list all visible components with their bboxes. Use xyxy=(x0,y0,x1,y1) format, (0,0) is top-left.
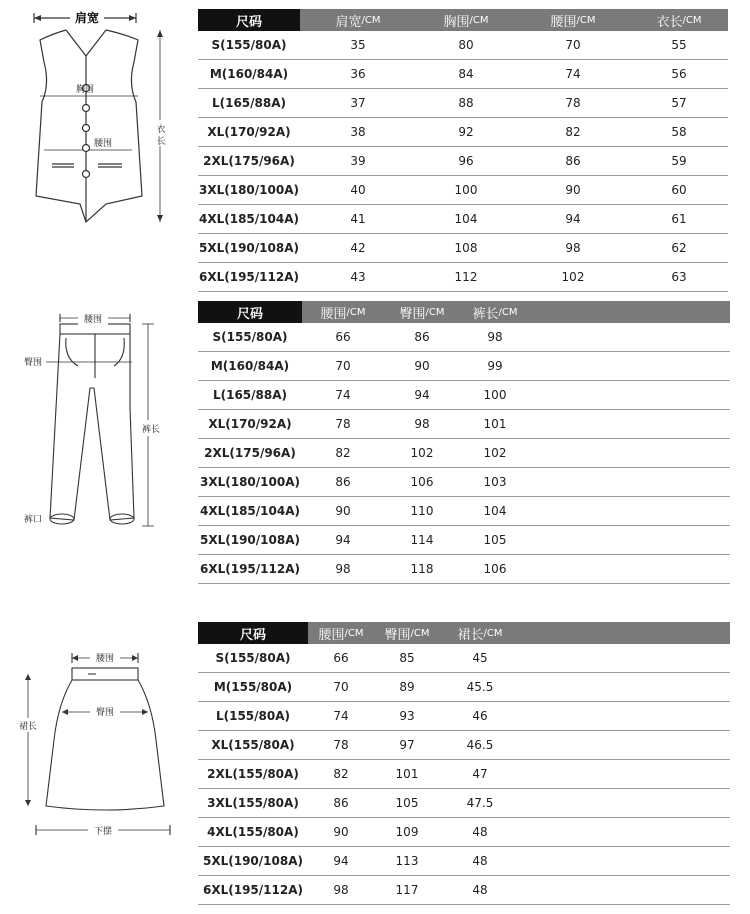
value-cell: 92 xyxy=(458,125,474,139)
table-row xyxy=(198,323,730,352)
header-col-2 xyxy=(384,301,460,323)
size-cell: L(155/80A) xyxy=(215,709,291,723)
size-cell: XL(170/92A) xyxy=(208,417,292,431)
table-row xyxy=(198,31,728,60)
pants-size-table xyxy=(198,301,730,584)
header-col-1 xyxy=(300,9,416,31)
value-cell: 113 xyxy=(395,854,419,868)
value-cell: 89 xyxy=(399,680,415,694)
header-col-unit: /CM xyxy=(498,306,518,318)
header-size: 尺码 xyxy=(198,301,302,323)
pants-length-label: 裤长 xyxy=(141,425,161,435)
value-cell: 93 xyxy=(399,709,415,723)
vest-length-label-bottom: 长 xyxy=(156,137,166,147)
size-cell: S(155/80A) xyxy=(215,651,291,665)
value-cell: 48 xyxy=(472,825,488,839)
table-row xyxy=(198,439,730,468)
table-row xyxy=(198,263,728,292)
value-cell: 106 xyxy=(410,475,434,489)
table-row xyxy=(198,673,730,702)
value-cell: 45.5 xyxy=(466,680,494,694)
value-cell: 70 xyxy=(333,680,349,694)
size-cell: M(155/80A) xyxy=(213,680,293,694)
value-cell: 82 xyxy=(565,125,581,139)
header-col-unit: /CM xyxy=(346,306,366,318)
skirt-hip-label: 臀围 xyxy=(95,708,115,718)
value-cell: 90 xyxy=(414,359,430,373)
pants-diagram xyxy=(20,308,190,536)
value-cell: 74 xyxy=(333,709,349,723)
value-cell: 90 xyxy=(335,504,351,518)
table-row xyxy=(198,497,730,526)
value-cell: 78 xyxy=(565,96,581,110)
header-col-unit: /CM xyxy=(469,14,489,26)
skirt-waist-label: 腰围 xyxy=(95,654,115,664)
value-cell: 86 xyxy=(333,796,349,810)
value-cell: 47.5 xyxy=(466,796,494,810)
value-cell: 94 xyxy=(565,212,581,226)
value-cell: 70 xyxy=(565,38,581,52)
skirt-table-header xyxy=(198,622,730,644)
value-cell: 102 xyxy=(561,270,585,284)
table-row xyxy=(198,847,730,876)
value-cell: 104 xyxy=(483,504,507,518)
value-cell: 98 xyxy=(414,417,430,431)
value-cell: 117 xyxy=(395,883,419,897)
table-row xyxy=(198,702,730,731)
table-row xyxy=(198,526,730,555)
value-cell: 82 xyxy=(335,446,351,460)
size-cell: 5XL(190/108A) xyxy=(199,241,299,255)
value-cell: 104 xyxy=(454,212,478,226)
value-cell: 99 xyxy=(487,359,503,373)
table-row xyxy=(198,789,730,818)
vest-length-label-top: 衣 xyxy=(156,125,166,135)
header-col-1 xyxy=(302,301,384,323)
header-col-3 xyxy=(516,9,630,31)
value-cell: 37 xyxy=(350,96,366,110)
value-cell: 90 xyxy=(565,183,581,197)
header-col-name: 肩宽 xyxy=(335,14,362,30)
table-row xyxy=(198,89,728,118)
table-row xyxy=(198,147,728,176)
header-col-name: 腰围 xyxy=(320,306,347,322)
value-cell: 84 xyxy=(458,67,474,81)
size-cell: XL(170/92A) xyxy=(207,125,291,139)
value-cell: 105 xyxy=(483,533,507,547)
value-cell: 98 xyxy=(333,883,349,897)
pants-hip-label: 臀围 xyxy=(24,358,43,368)
header-col-4 xyxy=(630,9,728,31)
value-cell: 105 xyxy=(395,796,419,810)
size-cell: 4XL(185/104A) xyxy=(200,504,300,518)
value-cell: 94 xyxy=(333,854,349,868)
table-row xyxy=(198,234,728,263)
value-cell: 100 xyxy=(454,183,478,197)
value-cell: 35 xyxy=(350,38,366,52)
header-col-3 xyxy=(440,622,520,644)
pants-hem-label: 裤口 xyxy=(24,515,43,525)
table-row xyxy=(198,876,730,905)
value-cell: 98 xyxy=(487,330,503,344)
value-cell: 109 xyxy=(395,825,419,839)
value-cell: 48 xyxy=(472,883,488,897)
table-row xyxy=(198,60,728,89)
value-cell: 112 xyxy=(454,270,478,284)
skirt-hem-label: 下摆 xyxy=(93,827,113,837)
value-cell: 80 xyxy=(458,38,474,52)
size-cell: 4XL(155/80A) xyxy=(207,825,299,839)
value-cell: 85 xyxy=(399,651,415,665)
size-cell: 6XL(195/112A) xyxy=(203,883,303,897)
value-cell: 62 xyxy=(671,241,687,255)
value-cell: 101 xyxy=(395,767,419,781)
header-col-name: 裤长 xyxy=(472,306,499,322)
value-cell: 47 xyxy=(472,767,488,781)
size-cell: M(160/84A) xyxy=(209,67,289,81)
value-cell: 39 xyxy=(350,154,366,168)
header-col-unit: /CM xyxy=(410,627,430,639)
value-cell: 86 xyxy=(414,330,430,344)
vest-table-header xyxy=(198,9,728,31)
size-cell: 2XL(175/96A) xyxy=(203,154,295,168)
size-cell: 4XL(185/104A) xyxy=(199,212,299,226)
value-cell: 74 xyxy=(565,67,581,81)
vest-size-table xyxy=(198,9,728,292)
value-cell: 108 xyxy=(454,241,478,255)
value-cell: 98 xyxy=(335,562,351,576)
value-cell: 46.5 xyxy=(466,738,494,752)
size-cell: 3XL(180/100A) xyxy=(200,475,300,489)
value-cell: 114 xyxy=(410,533,434,547)
value-cell: 118 xyxy=(410,562,434,576)
size-cell: 5XL(190/108A) xyxy=(203,854,303,868)
value-cell: 74 xyxy=(335,388,351,402)
size-cell: 3XL(180/100A) xyxy=(199,183,299,197)
skirt-diagram xyxy=(10,644,190,840)
size-cell: 2XL(155/80A) xyxy=(207,767,299,781)
table-row xyxy=(198,760,730,789)
header-col-name: 臀围 xyxy=(399,306,426,322)
value-cell: 66 xyxy=(335,330,351,344)
value-cell: 96 xyxy=(458,154,474,168)
value-cell: 78 xyxy=(333,738,349,752)
value-cell: 60 xyxy=(671,183,687,197)
value-cell: 58 xyxy=(671,125,687,139)
value-cell: 103 xyxy=(483,475,507,489)
header-col-unit: /CM xyxy=(576,14,596,26)
value-cell: 70 xyxy=(335,359,351,373)
value-cell: 86 xyxy=(335,475,351,489)
table-row xyxy=(198,176,728,205)
header-col-name: 臀围 xyxy=(384,627,411,643)
size-cell: 6XL(195/112A) xyxy=(200,562,300,576)
size-cell: 3XL(155/80A) xyxy=(207,796,299,810)
value-cell: 61 xyxy=(671,212,687,226)
value-cell: 55 xyxy=(671,38,687,52)
header-col-unit: /CM xyxy=(682,14,702,26)
skirt-size-table xyxy=(198,622,730,905)
header-col-unit: /CM xyxy=(361,14,381,26)
size-cell: L(165/88A) xyxy=(211,96,287,110)
value-cell: 36 xyxy=(350,67,366,81)
value-cell: 100 xyxy=(483,388,507,402)
header-col-2 xyxy=(374,622,440,644)
value-cell: 97 xyxy=(399,738,415,752)
table-row xyxy=(198,118,728,147)
table-row xyxy=(198,644,730,673)
skirt-length-label: 裙长 xyxy=(18,722,38,732)
header-col-name: 裙长 xyxy=(457,627,484,643)
value-cell: 88 xyxy=(458,96,474,110)
header-col-name: 腰围 xyxy=(318,627,345,643)
header-col-1 xyxy=(308,622,374,644)
table-row xyxy=(198,555,730,584)
value-cell: 102 xyxy=(483,446,507,460)
value-cell: 98 xyxy=(565,241,581,255)
vest-waist-label: 腰围 xyxy=(94,139,113,149)
table-row xyxy=(198,731,730,760)
value-cell: 110 xyxy=(410,504,434,518)
header-size: 尺码 xyxy=(198,622,308,644)
size-cell: 2XL(175/96A) xyxy=(204,446,296,460)
value-cell: 82 xyxy=(333,767,349,781)
vest-chest-label: 胸围 xyxy=(76,85,95,95)
pants-waist-label: 腰围 xyxy=(83,315,103,325)
table-row xyxy=(198,381,730,410)
header-col-name: 腰围 xyxy=(550,14,577,30)
size-cell: 5XL(190/108A) xyxy=(200,533,300,547)
size-cell: 6XL(195/112A) xyxy=(199,270,299,284)
size-cell: L(165/88A) xyxy=(212,388,288,402)
header-col-3 xyxy=(460,301,530,323)
value-cell: 106 xyxy=(483,562,507,576)
value-cell: 94 xyxy=(414,388,430,402)
value-cell: 48 xyxy=(472,854,488,868)
value-cell: 66 xyxy=(333,651,349,665)
table-row xyxy=(198,818,730,847)
value-cell: 41 xyxy=(350,212,366,226)
header-col-unit: /CM xyxy=(425,306,445,318)
header-col-2 xyxy=(416,9,516,31)
value-cell: 59 xyxy=(671,154,687,168)
value-cell: 78 xyxy=(335,417,351,431)
value-cell: 90 xyxy=(333,825,349,839)
header-col-name: 胸围 xyxy=(443,14,470,30)
size-cell: S(155/80A) xyxy=(211,38,287,52)
table-row xyxy=(198,205,728,234)
table-row xyxy=(198,468,730,497)
size-cell: M(160/84A) xyxy=(210,359,290,373)
value-cell: 57 xyxy=(671,96,687,110)
header-size: 尺码 xyxy=(198,9,300,31)
vest-shoulder-label: 肩宽 xyxy=(74,11,100,25)
value-cell: 63 xyxy=(671,270,687,284)
value-cell: 42 xyxy=(350,241,366,255)
table-row xyxy=(198,352,730,381)
vest-diagram xyxy=(14,4,190,236)
pants-table-header xyxy=(198,301,730,323)
value-cell: 56 xyxy=(671,67,687,81)
value-cell: 102 xyxy=(410,446,434,460)
value-cell: 94 xyxy=(335,533,351,547)
value-cell: 46 xyxy=(472,709,488,723)
header-col-unit: /CM xyxy=(483,627,503,639)
table-row xyxy=(198,410,730,439)
value-cell: 43 xyxy=(350,270,366,284)
value-cell: 101 xyxy=(483,417,507,431)
value-cell: 86 xyxy=(565,154,581,168)
header-col-name: 衣长 xyxy=(656,14,683,30)
size-cell: XL(155/80A) xyxy=(211,738,295,752)
size-cell: S(155/80A) xyxy=(212,330,288,344)
value-cell: 40 xyxy=(350,183,366,197)
value-cell: 38 xyxy=(350,125,366,139)
value-cell: 45 xyxy=(472,651,488,665)
header-col-unit: /CM xyxy=(344,627,364,639)
